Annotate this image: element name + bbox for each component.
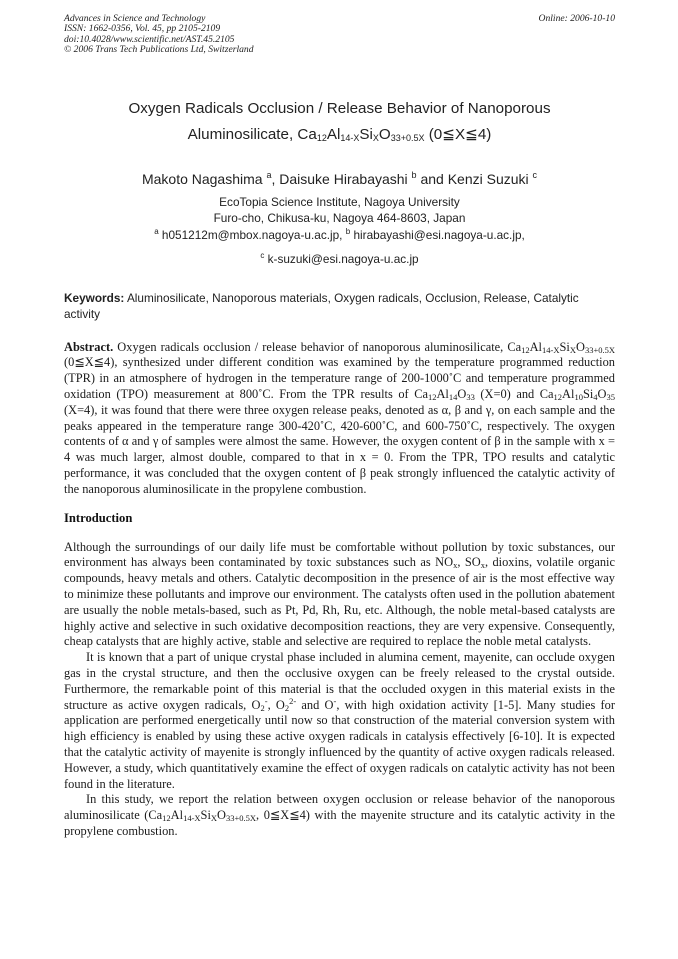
email-link-c[interactable]: k-suzuki@esi.nagoya-u.ac.jp xyxy=(264,252,419,267)
email-line: $^a$ h051212m@mbox.nagoya-u.ac.jp, $^b$ hirabayashi@esi.nagoya-u.ac.jp, xyxy=(154,226,525,242)
keywords-label: Keywords: xyxy=(64,290,125,305)
title-line-1: Oxygen Radicals Occlusion / Release Behavior of Nanoporous xyxy=(128,99,551,117)
email-link-b[interactable]: hirabayashi@esi.nagoya-u.ac.jp, xyxy=(350,227,525,242)
paper-page xyxy=(64,14,615,840)
email-line-2: $^c$ k-suzuki@esi.nagoya-u.ac.jp xyxy=(260,251,419,267)
abstract: Abstract. Oxygen radicals occlusion / release behavior of nanoporous aluminosilicate, $Ca_{12}Al_{14-X}Si_XO_{33+0.5X}$ (0≦X≦4), synthesized under different condition was examined by the temperature programmed reduction (TPR) in an atmosphere of hydrogen in the temperature range of 200-1000˚C and temperature programmed oxidation (TPO) measurement at 800˚C. From the TPR results of $Ca_{12}Al_{14}O_{33}$ (X=0) and $Ca_{12}Al_{10}Si_4O_{35}$ (X=4), it was found that there were three oxygen release peaks, denoted as α, β and γ, on each sample and the peaks appeared in the temperature range 300-420˚C, 420-600˚C, and 600-750˚C, respectively. The oxygen contents of α and γ of samples were almost the same. However, the oxygen content of β in the sample with x = 4 was much larger, almost double, compared to that in x = 0. From the TPR, TPO results and catalytic performance, it was concluded that the oxygen content of β peak strongly influenced the catalytic activity of the nanoporous aluminosilicate in the propylene combustion. xyxy=(64,339,615,496)
keywords-text: Aluminosilicate, Nanoporous materials, Oxygen radicals, Occlusion, Release, Catalytic activity xyxy=(64,290,579,321)
issn-line: ISSN: 1662-0356, Vol. 45, pp 2105-2109 xyxy=(64,23,221,35)
email-link-a[interactable]: h051212m@mbox.nagoya-u.ac.jp, xyxy=(158,227,346,242)
keywords xyxy=(64,290,615,322)
title-line-2: Aluminosilicate, $Ca_{12}Al_{14-X}Si_XO_{33+0.5X}$ (0≦X≦4) xyxy=(187,125,492,143)
online-date: Online: 2006-10-10 xyxy=(538,13,615,24)
copyright-line: © 2006 Trans Tech Publications Ltd, Switzerland xyxy=(64,44,254,56)
institute-address: Furo-cho, Chikusa-ku, Nagoya 464-8603, Japan xyxy=(213,211,466,226)
intro-paragraph-2: It is known that a part of unique crystal phase included in alumina cement, mayenite, can occlude oxygen gas in the crystal structure, and then the occlusive oxygen can be freely released to the crystal outside. Furthermore, the remarkable point of this material is that the occluded oxygen in this material exists in the structure as active oxygen radicals, $O_2^-$, $O_2^{2-}$ and O-, with high oxidation activity [1-5]. Many studies for application are performed energetically until now so that construction of the material conversion system with high efficiency is enabled by using these active oxygen radicals in catalysis effectively [6-10]. It is expected that the catalytic activity of mayenite is strongly influenced by the quantity of active oxygen radicals released. However, a study, which quantitatively examine the effect of oxygen radicals on catalytic activity has not been found in the literature. xyxy=(64,650,615,791)
journal-header xyxy=(64,14,615,56)
doi-line: doi:10.4028/www.scientific.net/AST.45.2105 xyxy=(64,33,235,45)
intro-paragraph-3: In this study, we report the relation between oxygen occlusion or release behavior of the nanoporous aluminosilicate ($Ca_{12}Al_{14-X}Si_XO_{33+0.5X}$, 0≦X≦4) with the mayenite structure and its catalytic activity in the propylene combustion. xyxy=(64,792,615,838)
paper-title xyxy=(64,96,615,148)
author-list: Makoto Nagashima $^a$, Daisuke Hirabayashi $^b$ and Kenzi Suzuki $^c$ xyxy=(141,169,538,187)
institute-name: EcoTopia Science Institute, Nagoya University xyxy=(219,194,460,209)
abstract-label: Abstract. xyxy=(64,339,114,354)
affiliation-block xyxy=(64,194,615,268)
introduction-heading: Introduction xyxy=(64,510,133,525)
journal-name: Advances in Science and Technology xyxy=(64,13,206,24)
intro-paragraph-1: Although the surroundings of our daily life must be comfortable without pollution by toxic substances, our environment has always been contaminated by toxic substances such as $NO_x$, $SO_x$, dioxins, volatile organic compounds, heavy metals and others. Catalytic decomposition in the presence of air is the most effective way to minimize these pollutants and improve our environment. The catalysts often used in the pollution abatement are usually the noble metals-based, such as Pt, Pd, Rh, Ru, etc. Although, the noble metal-based catalysts are highly active and selective in such oxidative decomposition reactions, they are very expensive. Consequently, cheap catalysts that are highly active, stable and selective are required to replace the noble metal catalysts. xyxy=(64,539,615,649)
